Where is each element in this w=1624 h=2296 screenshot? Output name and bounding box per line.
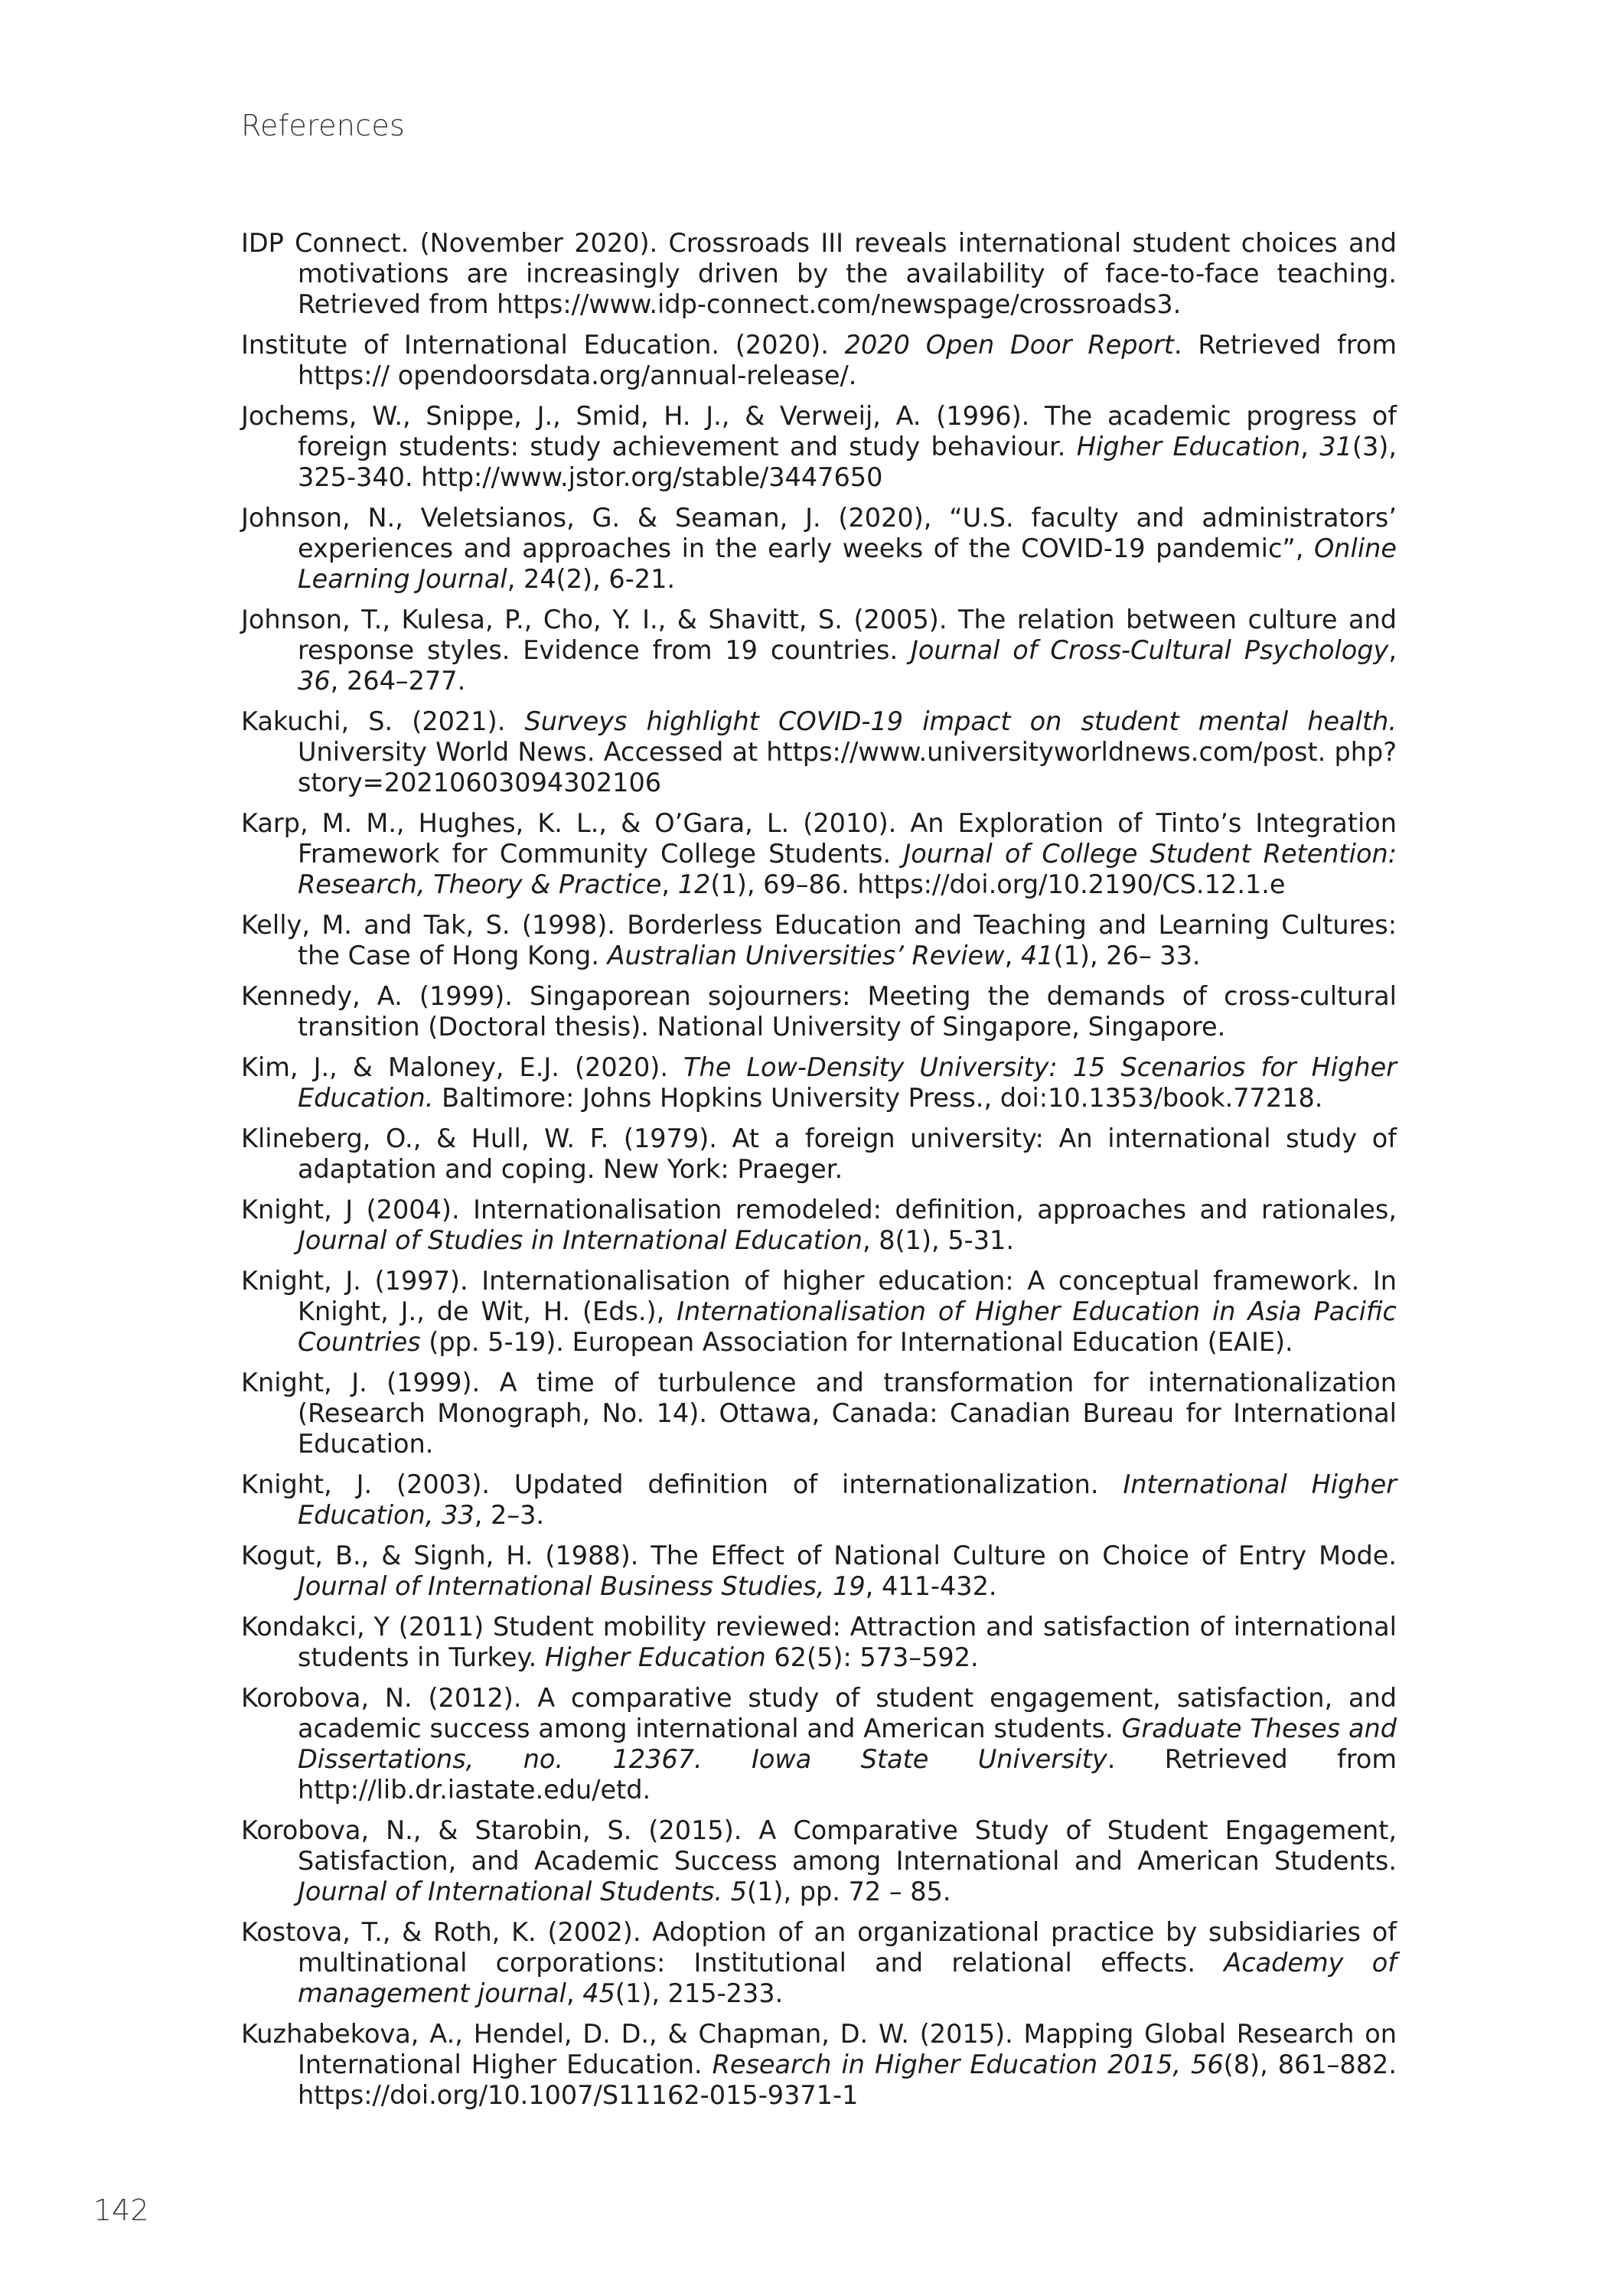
reference-text: (1), 215-233. <box>615 1978 784 2008</box>
reference-text: Karp, M. M., Hughes, K. L., & O’Gara, L. (2010). An Exploration of Tinto’s Integration Framework for Community College Students. <box>241 808 1397 869</box>
reference-entry <box>241 1052 1397 1114</box>
reference-text: , 24(2), 6-21. <box>507 564 676 594</box>
reference-text: , 264–277. <box>330 666 466 696</box>
reference-italic-text: 45 <box>582 1978 615 2008</box>
reference-text: Knight, J. (1999). A time of turbulence and transformation for internationalization (Research Monograph, No. 14). Ottawa, Canada: Canadian Bureau for International Education. <box>241 1368 1397 1459</box>
reference-text: (1), 26– 33. <box>1053 941 1201 970</box>
reference-text: (pp. 5-19). European Association for International Education (EAIE). <box>420 1327 1293 1357</box>
reference-entry <box>241 401 1397 493</box>
reference-italic-text: Australian Universities’ Review <box>607 941 1005 970</box>
reference-italic-text: Journal of Cross-Cultural Psychology <box>911 635 1389 665</box>
reference-entry <box>241 910 1397 971</box>
running-head: References <box>241 109 406 142</box>
reference-text: IDP Connect. (November 2020). Crossroads III reveals international student choices and motivations are increasingly driven by the availability of face-to-face teaching. Retrieved from https://www.idp-connect.com/newspage/crossroads3. <box>241 228 1397 319</box>
reference-italic-text: 12 <box>677 869 711 899</box>
reference-text: Knight, J. (2003). Updated definition of internationalization. <box>241 1469 1123 1499</box>
reference-italic-text: Journal of Studies in International Education <box>298 1225 863 1255</box>
reference-entry <box>241 706 1397 798</box>
reference-text: , 8(1), 5-31. <box>862 1225 1015 1255</box>
reference-italic-text: Journal of International Business Studies, 19 <box>298 1571 866 1601</box>
reference-entry <box>241 1368 1397 1459</box>
reference-text: Kuzhabekova, A., Hendel, D. D., & Chapman, D. W. (2015). Mapping Global Research on International Higher Education. <box>241 2019 1397 2079</box>
reference-entry <box>241 1815 1397 1907</box>
reference-entry <box>241 1124 1397 1185</box>
reference-text: Baltimore: Johns Hopkins University Press., doi:10.1353/book.77218. <box>433 1083 1323 1113</box>
reference-text: (3), 325-340. http://www.jstor.org/stable/3447650 <box>298 432 1397 492</box>
reference-entry <box>241 1541 1397 1602</box>
reference-italic-text: Graduate Theses and Dissertations, no. 12367. Iowa State University <box>298 1714 1397 1774</box>
reference-italic-text: Journal of International Students. 5 <box>298 1877 748 1906</box>
reference-text: (1), 69–86. https://doi.org/10.2190/CS.12.1.e <box>710 869 1286 899</box>
reference-italic-text: 36 <box>298 666 331 696</box>
reference-entry <box>241 981 1397 1042</box>
reference-entry <box>241 605 1397 696</box>
reference-text: (8), 861–882. https://doi.org/10.1007/S11162-015-9371-1 <box>298 2050 1397 2110</box>
reference-entry <box>241 503 1397 595</box>
reference-text: Korobova, N. (2012). A comparative study of student engagement, satisfaction, and academic success among international and American students. <box>241 1683 1397 1743</box>
reference-entry <box>241 2019 1397 2111</box>
reference-entry <box>241 1266 1397 1358</box>
reference-italic-text: 31 <box>1319 432 1352 461</box>
reference-entry <box>241 1469 1397 1531</box>
reference-text: Kennedy, A. (1999). Singaporean sojourners: Meeting the demands of cross-cultural transition (Doctoral thesis). National University of Singapore, Singapore. <box>241 981 1397 1042</box>
reference-text: , 2–3. <box>474 1500 545 1530</box>
reference-italic-text: Higher Education <box>544 1642 766 1672</box>
reference-italic-text: 41 <box>1020 941 1054 970</box>
reference-italic-text: Internationalisation of Higher Education in Asia Pacific Countries <box>298 1296 1397 1357</box>
reference-italic-text: Higher Education <box>1076 432 1301 461</box>
reference-entry <box>241 1612 1397 1673</box>
reference-text: University World News. Accessed at https://www.universityworldnews.com/post. php?story=20210603094302106 <box>298 737 1397 797</box>
reference-text: Johnson, T., Kulesa, P., Cho, Y. I., & Shavitt, S. (2005). The relation between culture and response styles. Evidence from 19 countries. <box>241 605 1397 665</box>
reference-entry <box>241 228 1397 320</box>
reference-text: , <box>1388 635 1397 665</box>
reference-italic-text: Online Learning Journal <box>298 533 1397 594</box>
page-number: 142 <box>93 2193 149 2227</box>
reference-text: Knight, J (2004). Internationalisation remodeled: definition, approaches and rationales, <box>241 1195 1397 1225</box>
reference-entry <box>241 1917 1397 2009</box>
reference-text: , <box>566 1978 583 2008</box>
reference-text: Kakuchi, S. (2021). <box>241 706 525 736</box>
reference-text: Jochems, W., Snippe, J., Smid, H. J., & Verweij, A. (1996). The academic progress of foreign students: study achievement and study behaviour. <box>241 401 1397 461</box>
reference-text: , <box>1004 941 1021 970</box>
reference-text: Kelly, M. and Tak, S. (1998). Borderless Education and Teaching and Learning Cultures: the Case of Hong Kong. <box>241 910 1397 970</box>
reference-entry <box>241 330 1397 391</box>
reference-italic-text: Surveys highlight COVID-19 impact on student mental health. <box>524 706 1397 736</box>
reference-italic-text: The Low-Density University: 15 Scenarios for Higher Education. <box>298 1052 1397 1113</box>
reference-text: (1), pp. 72 – 85. <box>747 1877 951 1906</box>
reference-list <box>241 228 1397 2121</box>
reference-text: Kogut, B., & Signh, H. (1988). The Effect of National Culture on Choice of Entry Mode. <box>241 1541 1397 1570</box>
reference-text: Institute of International Education. (2020). <box>241 330 845 360</box>
reference-text: Klineberg, O., & Hull, W. F. (1979). At a foreign university: An international study of adaptation and coping. New York: Praeger. <box>241 1124 1397 1184</box>
reference-text: . Retrieved from https:// opendoorsdata.org/annual-release/. <box>298 330 1397 390</box>
reference-text: . Retrieved from http://lib.dr.iastate.edu/etd. <box>298 1744 1397 1805</box>
reference-text: Knight, J. (1997). Internationalisation of higher education: A conceptual framework. In Knight, J., de Wit, H. (Eds.), <box>241 1266 1397 1326</box>
reference-text: , <box>661 869 678 899</box>
reference-italic-text: Journal of College Student Retention: Research, Theory & Practice <box>298 839 1397 899</box>
reference-text: Johnson, N., Veletsianos, G. & Seaman, J. (2020), “U.S. faculty and administrators’ experiences and approaches in the early weeks of the COVID-19 pandemic”, <box>241 503 1397 563</box>
reference-entry <box>241 808 1397 900</box>
reference-text: Kim, J., & Maloney, E.J. (2020). <box>241 1052 684 1082</box>
reference-text: Kostova, T., & Roth, K. (2002). Adoption of an organizational practice by subsidiaries of multinational corporations: Institutional and relational effects. <box>241 1917 1397 1978</box>
reference-text: , <box>1300 432 1320 461</box>
reference-text: Korobova, N., & Starobin, S. (2015). A Comparative Study of Student Engagement, Satisfaction, and Academic Success among International and American Students. <box>241 1815 1397 1876</box>
reference-text: , 411-432. <box>865 1571 997 1601</box>
reference-italic-text: 2020 Open Door Report <box>844 330 1174 360</box>
reference-text: Kondakci, Y (2011) Student mobility reviewed: Attraction and satisfaction of international students in Turkey. <box>241 1612 1397 1672</box>
reference-text: 62(5): 573–592. <box>765 1642 979 1672</box>
reference-italic-text: Research in Higher Education 2015, 56 <box>712 2050 1224 2079</box>
reference-entry <box>241 1195 1397 1256</box>
reference-italic-text: International Higher Education, 33 <box>298 1469 1397 1530</box>
reference-italic-text: Academy of management journal <box>298 1948 1397 2008</box>
reference-entry <box>241 1683 1397 1805</box>
